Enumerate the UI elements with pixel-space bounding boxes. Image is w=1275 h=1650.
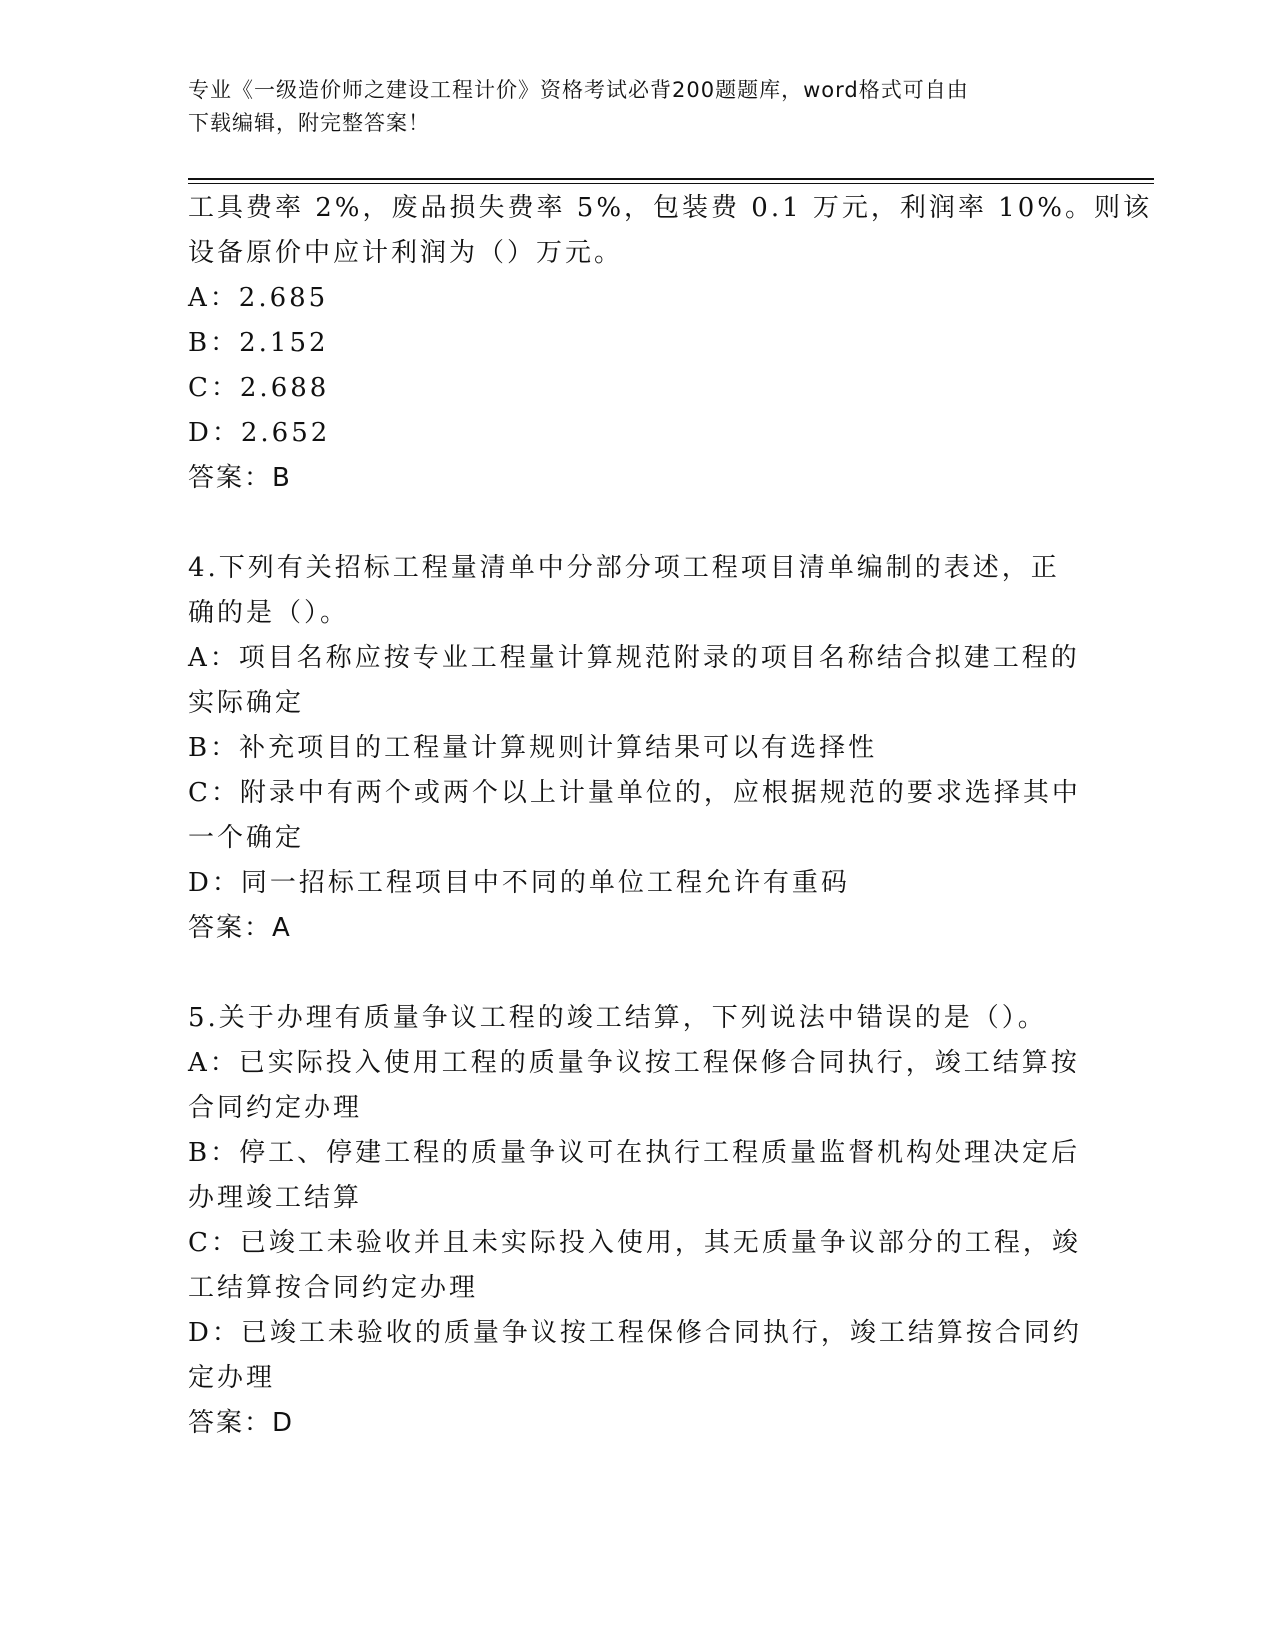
question-3-option-b: B：2.152 <box>188 328 329 358</box>
header-divider <box>188 178 1154 184</box>
question-4-option-b: B：补充项目的工程量计算规则计算结果可以有选择性 <box>188 733 878 763</box>
header-line-2: 下载编辑，附完整答案！ <box>188 111 430 135</box>
question-3 <box>188 186 1152 501</box>
question-4-option-c-line-1: C：附录中有两个或两个以上计量单位的，应根据规范的要求选择其中 <box>188 778 1081 808</box>
question-3-option-c: C：2.688 <box>188 373 330 403</box>
question-5-option-a-line-2: 合同约定办理 <box>188 1093 363 1123</box>
question-4-stem-line-1: 4.下列有关招标工程量清单中分部分项工程项目清单编制的表述，正 <box>188 553 1060 583</box>
question-5-option-d-line-1: D：已竣工未验收的质量争议按工程保修合同执行，竣工结算按合同约 <box>188 1318 1082 1348</box>
document-header <box>188 74 1068 140</box>
question-5-option-c-line-2: 工结算按合同约定办理 <box>188 1273 479 1303</box>
question-5-option-a-line-1: A：已实际投入使用工程的质量争议按工程保修合同执行，竣工结算按 <box>188 1048 1080 1078</box>
question-content <box>188 186 1152 1446</box>
question-4 <box>188 546 1081 951</box>
question-3-answer: 答案：B <box>188 463 292 493</box>
question-5-answer: 答案：D <box>188 1408 295 1438</box>
spacer <box>188 501 1068 546</box>
question-4-option-c-line-2: 一个确定 <box>188 823 305 853</box>
question-5-option-d-line-2: 定办理 <box>188 1363 276 1393</box>
question-4-option-d: D：同一招标工程项目中不同的单位工程允许有重码 <box>188 868 850 898</box>
question-3-stem-line-2: 设备原价中应计利润为（）万元。 <box>188 238 624 268</box>
question-4-answer: 答案：A <box>188 913 292 943</box>
header-line-1: 专业《一级造价师之建设工程计价》资格考试必背200题题库，word格式可自由 <box>188 78 969 102</box>
question-5-stem-line-1: 5.关于办理有质量争议工程的竣工结算，下列说法中错误的是（）。 <box>188 1003 1047 1033</box>
question-5-option-b-line-2: 办理竣工结算 <box>188 1183 363 1213</box>
question-4-option-a-line-2: 实际确定 <box>188 688 305 718</box>
question-4-option-a-line-1: A：项目名称应按专业工程量计算规范附录的项目名称结合拟建工程的 <box>188 643 1080 673</box>
question-4-stem-line-2: 确的是（）。 <box>188 598 350 628</box>
spacer <box>188 951 1068 996</box>
question-3-option-a: A：2.685 <box>188 283 329 313</box>
question-5 <box>188 996 1082 1446</box>
question-3-option-d: D：2.652 <box>188 418 331 448</box>
question-3-stem-line-1: 工具费率 2%，废品损失费率 5%，包装费 0.1 万元，利润率 10%。则该 <box>188 193 1152 223</box>
question-5-option-b-line-1: B：停工、停建工程的质量争议可在执行工程质量监督机构处理决定后 <box>188 1138 1081 1168</box>
question-5-option-c-line-1: C：已竣工未验收并且未实际投入使用，其无质量争议部分的工程，竣 <box>188 1228 1081 1258</box>
